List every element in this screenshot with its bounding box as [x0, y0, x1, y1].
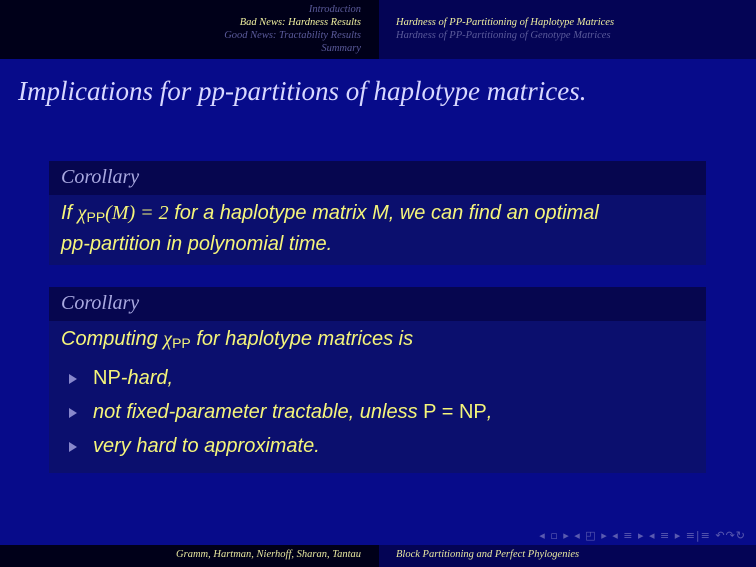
list-item: very hard to approximate.	[61, 429, 694, 463]
np-label: NP	[93, 367, 121, 389]
section-link-bad-news[interactable]: Bad News: Hardness Results	[239, 17, 361, 28]
corollary-title: Corollary	[49, 161, 706, 195]
header-bar	[0, 0, 756, 59]
subsection-navigation	[379, 0, 756, 59]
list-item: not fixed-parameter tractable, unless P = NP,	[61, 395, 694, 429]
corollary-block-1	[49, 161, 706, 265]
section-link-summary[interactable]: Summary	[321, 43, 361, 54]
subsection-link-genotype[interactable]: Hardness of PP-Partitioning of Genotype Matrices	[396, 30, 611, 41]
footer-bar	[0, 545, 756, 567]
footer-authors: Gramm, Hartman, Nierhoff, Sharan, Tantau	[176, 549, 361, 560]
chi-symbol: χ	[163, 328, 173, 350]
math-expression: P = NP	[423, 401, 487, 423]
corollary-line-2: pp-partition in polynomial time.	[61, 233, 333, 255]
bullet-triangle-icon	[69, 408, 77, 418]
section-link-good-news[interactable]: Good News: Tractability Results	[224, 30, 361, 41]
chi-subscript: PP	[86, 209, 106, 225]
list-item: NP-hard,	[61, 361, 694, 395]
corollary-line-1: If $\chi_{PP}(M) = 2$ for a haplotype matrix M, we can find an optimal	[61, 202, 599, 225]
footer-talk-title: Block Partitioning and Perfect Phylogenies	[396, 549, 580, 560]
corollary-lead-line: Computing $\chi_{PP}$ for haplotype matrices is	[61, 328, 414, 351]
corollary-body	[49, 195, 706, 265]
section-link-introduction[interactable]: Introduction	[308, 4, 361, 15]
frame-title: Implications for pp-partitions of haplotype matrices.	[18, 76, 587, 106]
corollary-body	[49, 321, 706, 473]
beamer-navigation-icons[interactable]: ◂ ▫ ▸ ◂ ◰ ▸ ◂ ≡ ▸ ◂ ≡ ▸ ≡|≡ ↶↷↻	[539, 529, 746, 542]
bullet-triangle-icon	[69, 442, 77, 452]
math-expression: (M) = 2	[105, 202, 169, 224]
corollary-title: Corollary	[49, 287, 706, 321]
chi-symbol: χ	[77, 202, 87, 224]
subsection-link-haplotype[interactable]: Hardness of PP-Partitioning of Haplotype Matrices	[396, 17, 615, 28]
section-navigation	[0, 0, 379, 59]
corollary-item-list	[61, 361, 694, 463]
bullet-triangle-icon	[69, 374, 77, 384]
corollary-block-2	[49, 287, 706, 473]
chi-subscript: PP	[172, 335, 191, 351]
